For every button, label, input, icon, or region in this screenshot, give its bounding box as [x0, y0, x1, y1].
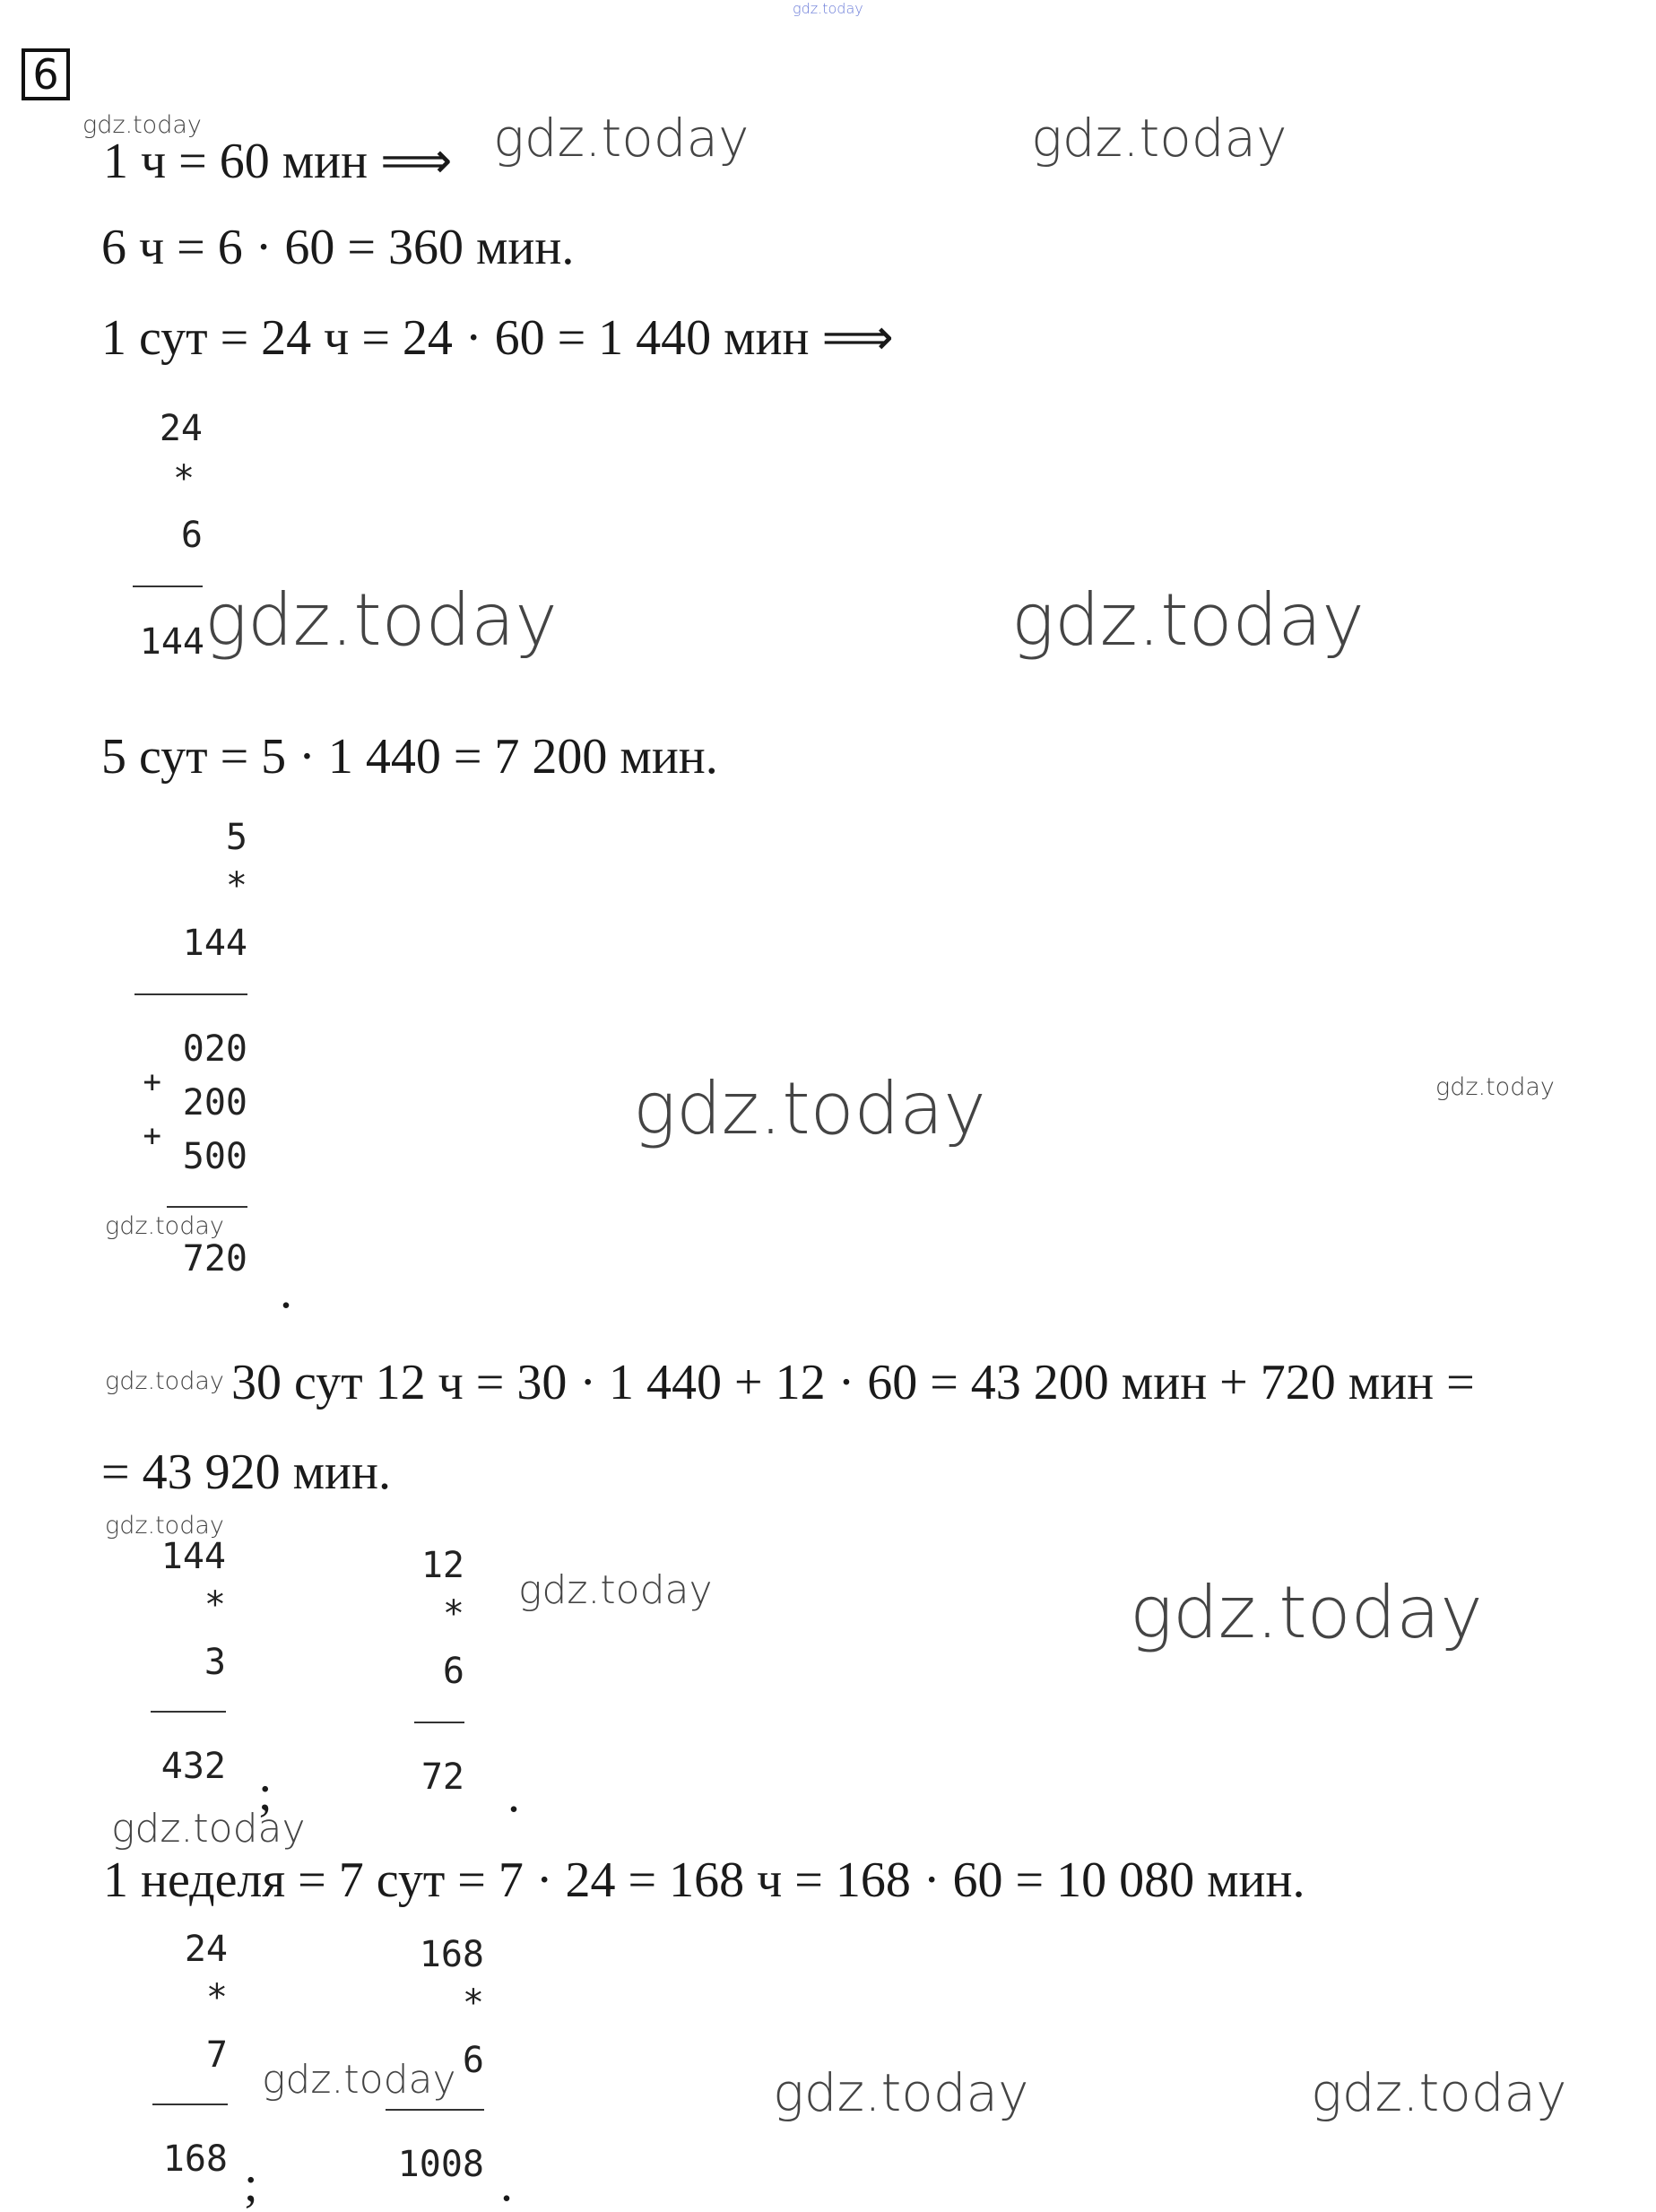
watermark: gdz.today [105, 1367, 224, 1395]
calc4-operator: * [442, 1593, 464, 1635]
watermark: gdz.today [1311, 2062, 1567, 2123]
calc6-rule [386, 2109, 484, 2111]
calc2-plus-2: + [143, 1118, 161, 1154]
equation-5-days: 5 сут = 5 · 1 440 = 7 200 мин. [101, 729, 718, 785]
equation-30-days-result: = 43 920 мин. [101, 1444, 391, 1500]
calc2-plus-1: + [143, 1064, 161, 1100]
watermark: gdz.today [1011, 578, 1365, 662]
calc6-operand-b: 6 [462, 2040, 484, 2081]
equation-6-hours: 6 ч = 6 · 60 = 360 мин. [101, 220, 575, 275]
watermark: gdz.today [633, 1067, 986, 1150]
calc4-operand-b: 6 [442, 1651, 464, 1692]
watermark: gdz.today [773, 2062, 1029, 2123]
calc2-operand-b: 144 [182, 923, 247, 964]
calc3-result: 432 [160, 1746, 226, 1787]
calc3-separator: ; [258, 1765, 273, 1821]
calc5-operator: * [205, 1977, 228, 2018]
watermark: gdz.today [204, 578, 558, 662]
calc3-operand-b: 3 [204, 1642, 226, 1683]
equation-day: 1 сут = 24 ч = 24 · 60 = 1 440 мин ⟹ [101, 310, 894, 366]
calc6-end-dot: . [500, 2156, 513, 2212]
watermark: gdz.today [105, 1512, 224, 1540]
calc3-operator: * [204, 1584, 226, 1626]
calc4-operand-a: 12 [421, 1545, 464, 1586]
watermark: gdz.today [493, 108, 750, 169]
calc2-operator: * [225, 865, 247, 906]
calc6-operator: * [462, 1982, 484, 2024]
watermark: gdz.today [518, 1567, 713, 1613]
watermark: gdz.today [1130, 1571, 1483, 1654]
calc1-result: 144 [139, 621, 204, 663]
calc5-separator: ; [244, 2156, 258, 2212]
watermark: gdz.today [105, 1212, 224, 1240]
calc2-result: 720 [182, 1238, 247, 1279]
watermark: gdz.today [1031, 108, 1288, 169]
calc4-end-dot: . [507, 1767, 520, 1823]
calc5-operand-b: 7 [205, 2034, 228, 2076]
calc3-rule [151, 1711, 226, 1713]
calc2-rule-bottom [167, 1206, 247, 1208]
calc5-rule [152, 2104, 228, 2105]
equation-30-days: 30 сут 12 ч = 30 · 1 440 + 12 · 60 = 43 200 мин + 720 мин = [231, 1355, 1475, 1410]
calc4-rule [414, 1722, 464, 1723]
calc1-operand-b: 6 [180, 515, 203, 556]
calc6-result: 1008 [397, 2144, 484, 2185]
task-number: 6 [22, 48, 70, 100]
calc4-result: 72 [421, 1757, 464, 1798]
calc2-operand-a: 5 [225, 817, 247, 858]
watermark: gdz.today [262, 2057, 456, 2103]
calc1-operand-a: 24 [159, 408, 203, 449]
calc3-operand-a: 144 [160, 1536, 226, 1577]
calc5-operand-a: 24 [184, 1929, 228, 1970]
watermark: gdz.today [111, 1806, 306, 1852]
calc2-end-dot: . [280, 1263, 292, 1319]
watermark-top: gdz.today [793, 0, 863, 17]
calc2-partial-1: 020 [182, 1028, 247, 1070]
watermark: gdz.today [82, 111, 202, 139]
calc6-operand-a: 168 [419, 1934, 484, 1975]
calc2-partial-2: 200 [182, 1082, 247, 1123]
calc1-rule [133, 586, 203, 587]
calc2-partial-3: 500 [182, 1136, 247, 1177]
equation-hour: 1 ч = 60 мин ⟹ [103, 134, 453, 189]
equation-week: 1 неделя = 7 сут = 7 · 24 = 168 ч = 168 · 60 = 10 080 мин. [103, 1852, 1305, 1908]
calc1-operator: * [172, 458, 195, 499]
calc5-result: 168 [162, 2138, 228, 2180]
watermark: gdz.today [1435, 1073, 1555, 1101]
calc2-rule-top [134, 993, 247, 995]
